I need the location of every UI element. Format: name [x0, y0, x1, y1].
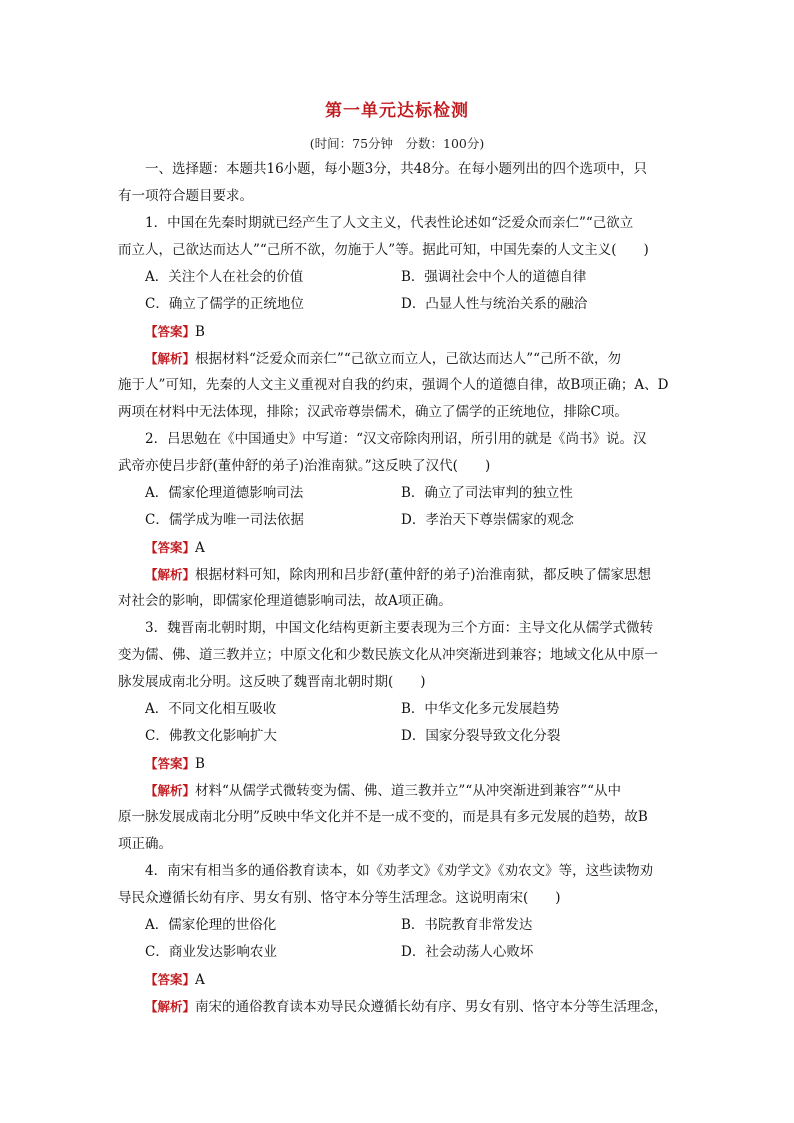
- question-2: [118, 426, 688, 615]
- question-stem-line: 3．魏晋南北朝时期，中国文化结构更新主要表现为三个方面：主导文化从儒学式微转: [145, 620, 654, 636]
- option-row: [118, 696, 688, 723]
- analysis-line: 对社会的影响，即儒家伦理道德影响司法，故A项正确。: [118, 593, 452, 609]
- answer-value: A: [195, 972, 205, 988]
- option-row: [118, 723, 688, 750]
- option-row: [118, 480, 688, 507]
- answer-tag: 【答案】: [145, 324, 196, 339]
- option-row: [118, 264, 688, 291]
- analysis-text: 南宋的通俗教育读本劝导民众遵循长幼有序、男女有别、恪守本分等生活理念，: [195, 999, 668, 1015]
- question-stem-line: 武帝亦使吕步舒(董仲舒的弟子)治淮南狱。”这反映了汉代( ): [118, 458, 491, 474]
- option-b: B．强调社会中个人的道德自律: [401, 269, 587, 285]
- analysis-text: 根据材料“泛爱众而亲仁”“己欲立而立人，己欲达而达人”“己所不欲，勿: [195, 351, 622, 367]
- intro-line: 有一项符合题目要求。: [118, 188, 253, 204]
- answer-tag: 【答案】: [145, 972, 196, 987]
- answer-tag: 【答案】: [145, 540, 196, 555]
- option-a: A．不同文化相互吸收: [145, 701, 277, 717]
- option-row: [118, 291, 688, 318]
- question-stem-line: 变为儒、佛、道三教并立；中原文化和少数民族文化从冲突渐进到兼容；地域文化从中原一: [118, 647, 658, 663]
- question-stem-line: 导民众遵循长幼有序、男女有别、恪守本分等生活理念。这说明南宋( ): [118, 890, 561, 906]
- option-b: B．确立了司法审判的独立性: [401, 485, 573, 501]
- analysis-tag: 【解析】: [145, 567, 196, 582]
- analysis-line: [118, 777, 688, 804]
- analysis-line: 项正确。: [118, 836, 172, 852]
- analysis-line: 原一脉发展成南北分明”反映中华文化并不是一成不变的，而是具有多元发展的趋势，故B: [118, 809, 648, 825]
- page-subtitle: (时间：75分钟 分数：100分): [309, 136, 485, 151]
- option-row: [118, 939, 688, 966]
- analysis-tag: 【解析】: [145, 351, 196, 366]
- question-3: [118, 615, 688, 858]
- option-d: D．凸显人性与统治关系的融洽: [401, 296, 588, 312]
- answer-value: A: [195, 540, 205, 556]
- question-stem-line: 而立人，己欲达而达人”“己所不欲，勿施于人”等。据此可知，中国先秦的人文主义( ): [118, 242, 649, 258]
- analysis-line: [118, 993, 688, 1020]
- analysis-line: 施于人”可知，先秦的人文主义重视对自我的约束，强调个人的道德自律，故B项正确；A、D: [118, 377, 669, 393]
- option-row: [118, 912, 688, 939]
- answer-line: [118, 750, 688, 777]
- question-stem-line: 1．中国在先秦时期就已经产生了人文主义，代表性论述如“泛爱众而亲仁”“己欲立: [145, 215, 634, 231]
- analysis-tag: 【解析】: [145, 999, 196, 1014]
- option-c: C．儒学成为唯一司法依据: [145, 512, 304, 528]
- option-a: A．儒家伦理道德影响司法: [145, 485, 304, 501]
- exam-content: [118, 156, 688, 1020]
- analysis-text: 根据材料可知，除肉刑和吕步舒(董仲舒的弟子)治淮南狱，都反映了儒家思想: [195, 567, 652, 583]
- option-c: C．确立了儒学的正统地位: [145, 296, 304, 312]
- question-1: [118, 210, 688, 426]
- option-d: D．孝治天下尊崇儒家的观念: [401, 512, 574, 528]
- analysis-text: 材料“从儒学式微转变为儒、佛、道三教并立”“从冲突渐进到兼容”“从中: [195, 783, 622, 799]
- answer-line: [118, 318, 688, 345]
- answer-value: B: [195, 324, 205, 340]
- answer-line: [118, 534, 688, 561]
- analysis-line: [118, 561, 688, 588]
- option-a: A．儒家伦理的世俗化: [145, 917, 277, 933]
- option-c: C．佛教文化影响扩大: [145, 728, 277, 744]
- section-intro: [118, 156, 688, 210]
- answer-tag: 【答案】: [145, 756, 196, 771]
- question-4: [118, 858, 688, 1020]
- option-d: D．国家分裂导致文化分裂: [401, 728, 561, 744]
- page-title: 第一单元达标检测: [325, 101, 469, 121]
- question-stem-line: 4．南宋有相当多的通俗教育读本，如《劝孝文》《劝学文》《劝农文》等，这些读物劝: [145, 863, 654, 879]
- intro-line: 一、选择题：本题共16小题，每小题3分，共48分。在每小题列出的四个选项中，只: [145, 161, 647, 177]
- option-b: B．中华文化多元发展趋势: [401, 701, 560, 717]
- option-a: A．关注个人在社会的价值: [145, 269, 304, 285]
- option-d: D．社会动荡人心败坏: [401, 944, 534, 960]
- answer-line: [118, 966, 688, 993]
- question-stem-line: 脉发展成南北分明。这反映了魏晋南北朝时期( ): [118, 674, 426, 690]
- option-b: B．书院教育非常发达: [401, 917, 533, 933]
- analysis-line: [118, 345, 688, 372]
- option-row: [118, 507, 688, 534]
- option-c: C．商业发达影响农业: [145, 944, 277, 960]
- analysis-tag: 【解析】: [145, 783, 196, 798]
- question-stem-line: 2．吕思勉在《中国通史》中写道：“汉文帝除肉刑诏，所引用的就是《尚书》说。汉: [145, 431, 647, 447]
- answer-value: B: [195, 756, 205, 772]
- analysis-line: 两项在材料中无法体现，排除；汉武帝尊崇儒术，确立了儒学的正统地位，排除C项。: [118, 404, 628, 420]
